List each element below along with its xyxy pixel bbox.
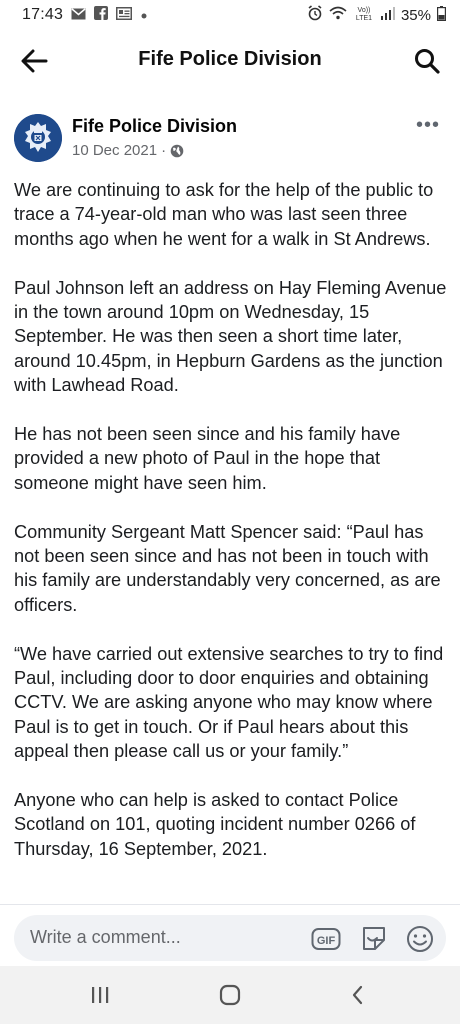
more-options-button[interactable]: ••• bbox=[415, 114, 440, 136]
home-icon bbox=[219, 984, 241, 1006]
gif-icon bbox=[311, 925, 341, 953]
gif-label: GIF bbox=[316, 935, 336, 947]
post-header bbox=[14, 112, 446, 168]
comment-placeholder: Write a comment... bbox=[30, 927, 181, 947]
post-meta bbox=[72, 142, 184, 159]
battery-percent: 35% bbox=[400, 6, 431, 24]
dot-icon bbox=[140, 7, 148, 24]
news-notification-icon bbox=[116, 7, 132, 24]
app-header bbox=[0, 30, 460, 92]
emoji-button[interactable] bbox=[404, 923, 436, 955]
back-icon bbox=[349, 984, 367, 1006]
lte-label: Vo)) LTE1 bbox=[355, 7, 373, 22]
home-button[interactable] bbox=[210, 980, 250, 1010]
search-icon bbox=[414, 48, 440, 74]
post-author-name[interactable]: Fife Police Division bbox=[72, 116, 238, 136]
post-date[interactable]: 10 Dec 2021 bbox=[72, 142, 158, 159]
wifi-icon bbox=[329, 6, 347, 24]
nav-back-button[interactable] bbox=[338, 980, 378, 1010]
comment-bar bbox=[0, 904, 460, 966]
search-button[interactable] bbox=[412, 46, 442, 76]
post-body bbox=[14, 178, 448, 902]
post-paragraph: Community Sergeant Matt Spencer said: “Paul has not been seen since and has not been in touch with his family are understandably very concerned, as are officers. bbox=[14, 521, 441, 615]
post-paragraph: Anyone who can help is asked to contact Police Scotland on 101, quoting incident number 0266 of Thursday, 16 September, 2021. bbox=[14, 790, 416, 859]
recent-apps-button[interactable] bbox=[80, 980, 120, 1010]
status-bar bbox=[0, 0, 460, 30]
email-notification-icon bbox=[71, 7, 86, 24]
page-title: Fife Police Division bbox=[138, 48, 322, 70]
system-nav-bar bbox=[0, 966, 460, 1024]
battery-icon bbox=[437, 6, 446, 25]
avatar[interactable] bbox=[14, 114, 62, 162]
post-paragraph: Paul Johnson left an address on Hay Fleming Avenue in the town around 10pm on Wednesday, 15 September. He was then seen a short time later, around 10.45pm, in Hepburn Gardens as the junction with Lawhead Road. bbox=[14, 277, 447, 396]
sticker-button[interactable] bbox=[358, 923, 390, 955]
gif-button[interactable] bbox=[310, 923, 342, 955]
comment-input[interactable] bbox=[14, 915, 446, 961]
sticker-icon bbox=[359, 924, 389, 954]
facebook-notification-icon bbox=[94, 6, 108, 24]
police-badge-icon bbox=[14, 114, 62, 162]
meta-separator: · bbox=[161, 142, 167, 159]
post-paragraph: We are continuing to ask for the help of the public to trace a 74-year-old man who was last seen three months ago when he went for a walk in St Andrews. bbox=[14, 180, 434, 249]
status-time: 17:43 bbox=[22, 6, 64, 23]
alarm-icon bbox=[307, 5, 323, 25]
recent-apps-icon bbox=[90, 985, 110, 1005]
post-paragraph: He has not been seen since and his family have provided a new photo of Paul in the hope that someone might have seen him. bbox=[14, 424, 401, 493]
emoji-icon bbox=[405, 924, 435, 954]
back-arrow-icon bbox=[20, 49, 48, 73]
post-paragraph: “We have carried out extensive searches to try to find Paul, including door to door enquiries and obtaining CCTV. We are asking anyone who may know where Paul is to get in touch. Or if Paul hears about this appeal then please call us or your family.” bbox=[14, 643, 444, 762]
globe-icon bbox=[170, 144, 184, 158]
back-button[interactable] bbox=[18, 46, 50, 76]
signal-icon bbox=[381, 6, 395, 24]
